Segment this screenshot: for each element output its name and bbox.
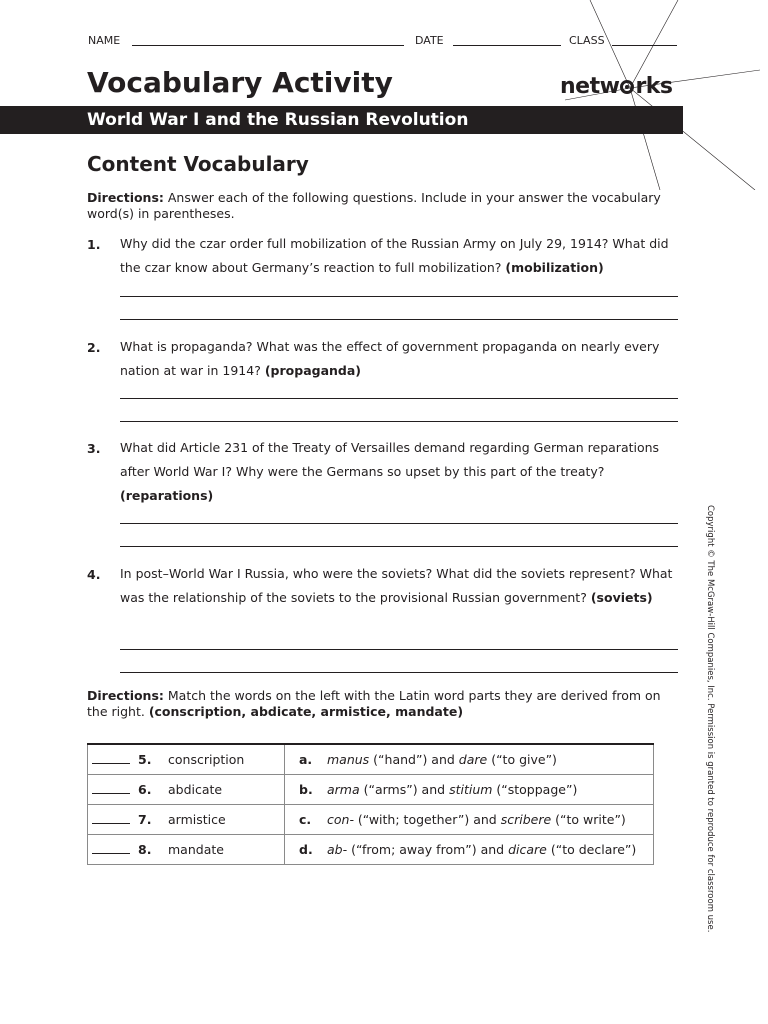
table-row	[88, 744, 654, 775]
answer-line[interactable]	[120, 319, 678, 320]
question-number: 2.	[87, 340, 101, 355]
match-word: abdicate	[168, 782, 223, 797]
chapter-banner	[0, 106, 683, 134]
question-text: What is propaganda? What was the effect of government propaganda on nearly every nation at war in 1914? (propaganda)	[120, 339, 660, 378]
matching-table	[87, 743, 654, 865]
name-field[interactable]	[88, 34, 120, 47]
answer-blank[interactable]	[92, 843, 130, 854]
match-number: 8.	[138, 842, 152, 857]
section-title: Content Vocabulary	[87, 152, 309, 176]
match-letter: d.	[299, 842, 313, 857]
match-word: armistice	[168, 812, 226, 827]
match-letter: a.	[299, 752, 313, 767]
answer-line[interactable]	[120, 649, 678, 650]
match-word: conscription	[168, 752, 245, 767]
match-right-cell	[285, 835, 654, 865]
question-text: In post–World War I Russia, who were the soviets? What did the soviets represent? What was the relationship of the soviets to the provisional Russian government? (soviets)	[120, 566, 673, 605]
directions-1	[87, 190, 677, 222]
answer-line[interactable]	[120, 672, 678, 673]
directions-2-text: Match the words on the left with the Latin word parts they are derived from on the right.	[87, 688, 661, 719]
match-left-cell	[88, 835, 285, 865]
match-right-cell	[285, 805, 654, 835]
header-fields	[88, 34, 678, 50]
answer-blank[interactable]	[92, 753, 130, 764]
class-line	[612, 34, 677, 46]
logo-suffix: rks	[635, 74, 673, 99]
question-number: 3.	[87, 441, 101, 456]
name-line	[132, 34, 404, 46]
copyright-notice: Copyright © The McGraw-Hill Companies, Inc. Permission is granted to reproduce for classroom use.	[705, 505, 715, 933]
answer-line[interactable]	[120, 398, 678, 399]
question-term: (soviets)	[590, 590, 653, 605]
answer-line[interactable]	[120, 421, 678, 422]
question-3	[87, 441, 679, 521]
table-row	[88, 835, 654, 865]
match-left-cell	[88, 775, 285, 805]
date-field[interactable]	[415, 34, 444, 47]
match-letter: c.	[299, 812, 312, 827]
match-number: 6.	[138, 782, 152, 797]
answer-blank[interactable]	[92, 813, 130, 824]
match-left-cell	[88, 744, 285, 775]
page-title: Vocabulary Activity	[87, 66, 393, 99]
match-definition: arma (“arms”) and stitium (“stoppage”)	[327, 782, 578, 797]
match-right-cell	[285, 775, 654, 805]
networks-logo	[560, 74, 673, 99]
question-4	[87, 567, 679, 647]
match-number: 7.	[138, 812, 152, 827]
question-number: 1.	[87, 237, 101, 252]
directions-1-text: Answer each of the following questions. Include in your answer the vocabulary word(s) in parentheses.	[87, 190, 661, 221]
match-right-cell	[285, 744, 654, 775]
answer-line[interactable]	[120, 546, 678, 547]
match-number: 5.	[138, 752, 152, 767]
question-term: (propaganda)	[264, 363, 362, 378]
name-label: NAME	[88, 34, 121, 47]
question-number: 4.	[87, 567, 101, 582]
class-field[interactable]	[569, 34, 605, 47]
match-left-cell	[88, 805, 285, 835]
class-label: CLASS	[569, 34, 605, 47]
question-text: Why did the czar order full mobilization of the Russian Army on July 29, 1914? What did the czar know about Germany’s reaction to full mobilization? (mobilization)	[120, 236, 669, 275]
match-definition: ab- (“from; away from”) and dicare (“to declare”)	[327, 842, 637, 857]
question-term: (reparations)	[120, 488, 214, 503]
answer-line[interactable]	[120, 523, 678, 524]
question-term: (mobilization)	[505, 260, 604, 275]
date-line	[453, 34, 561, 46]
match-definition: manus (“hand”) and dare (“to give”)	[327, 752, 557, 767]
logo-o-icon	[620, 80, 634, 94]
directions-1-label: Directions:	[87, 190, 164, 205]
date-label: DATE	[415, 34, 444, 47]
answer-line[interactable]	[120, 296, 678, 297]
match-definition: con- (“with; together”) and scribere (“to write”)	[327, 812, 626, 827]
banner-text: World War I and the Russian Revolution	[87, 110, 469, 130]
question-2	[87, 340, 679, 400]
logo-prefix: netw	[560, 74, 620, 99]
question-text: What did Article 231 of the Treaty of Versailles demand regarding German reparations after World War I? Why were the Germans so upset by this part of the treaty? (reparations)	[120, 440, 660, 503]
directions-2	[87, 688, 677, 720]
match-word: mandate	[168, 842, 224, 857]
directions-2-terms: (conscription, abdicate, armistice, mandate)	[148, 704, 464, 719]
table-row	[88, 805, 654, 835]
table-row	[88, 775, 654, 805]
directions-2-label: Directions:	[87, 688, 164, 703]
answer-blank[interactable]	[92, 783, 130, 794]
question-1	[87, 237, 679, 327]
match-letter: b.	[299, 782, 313, 797]
